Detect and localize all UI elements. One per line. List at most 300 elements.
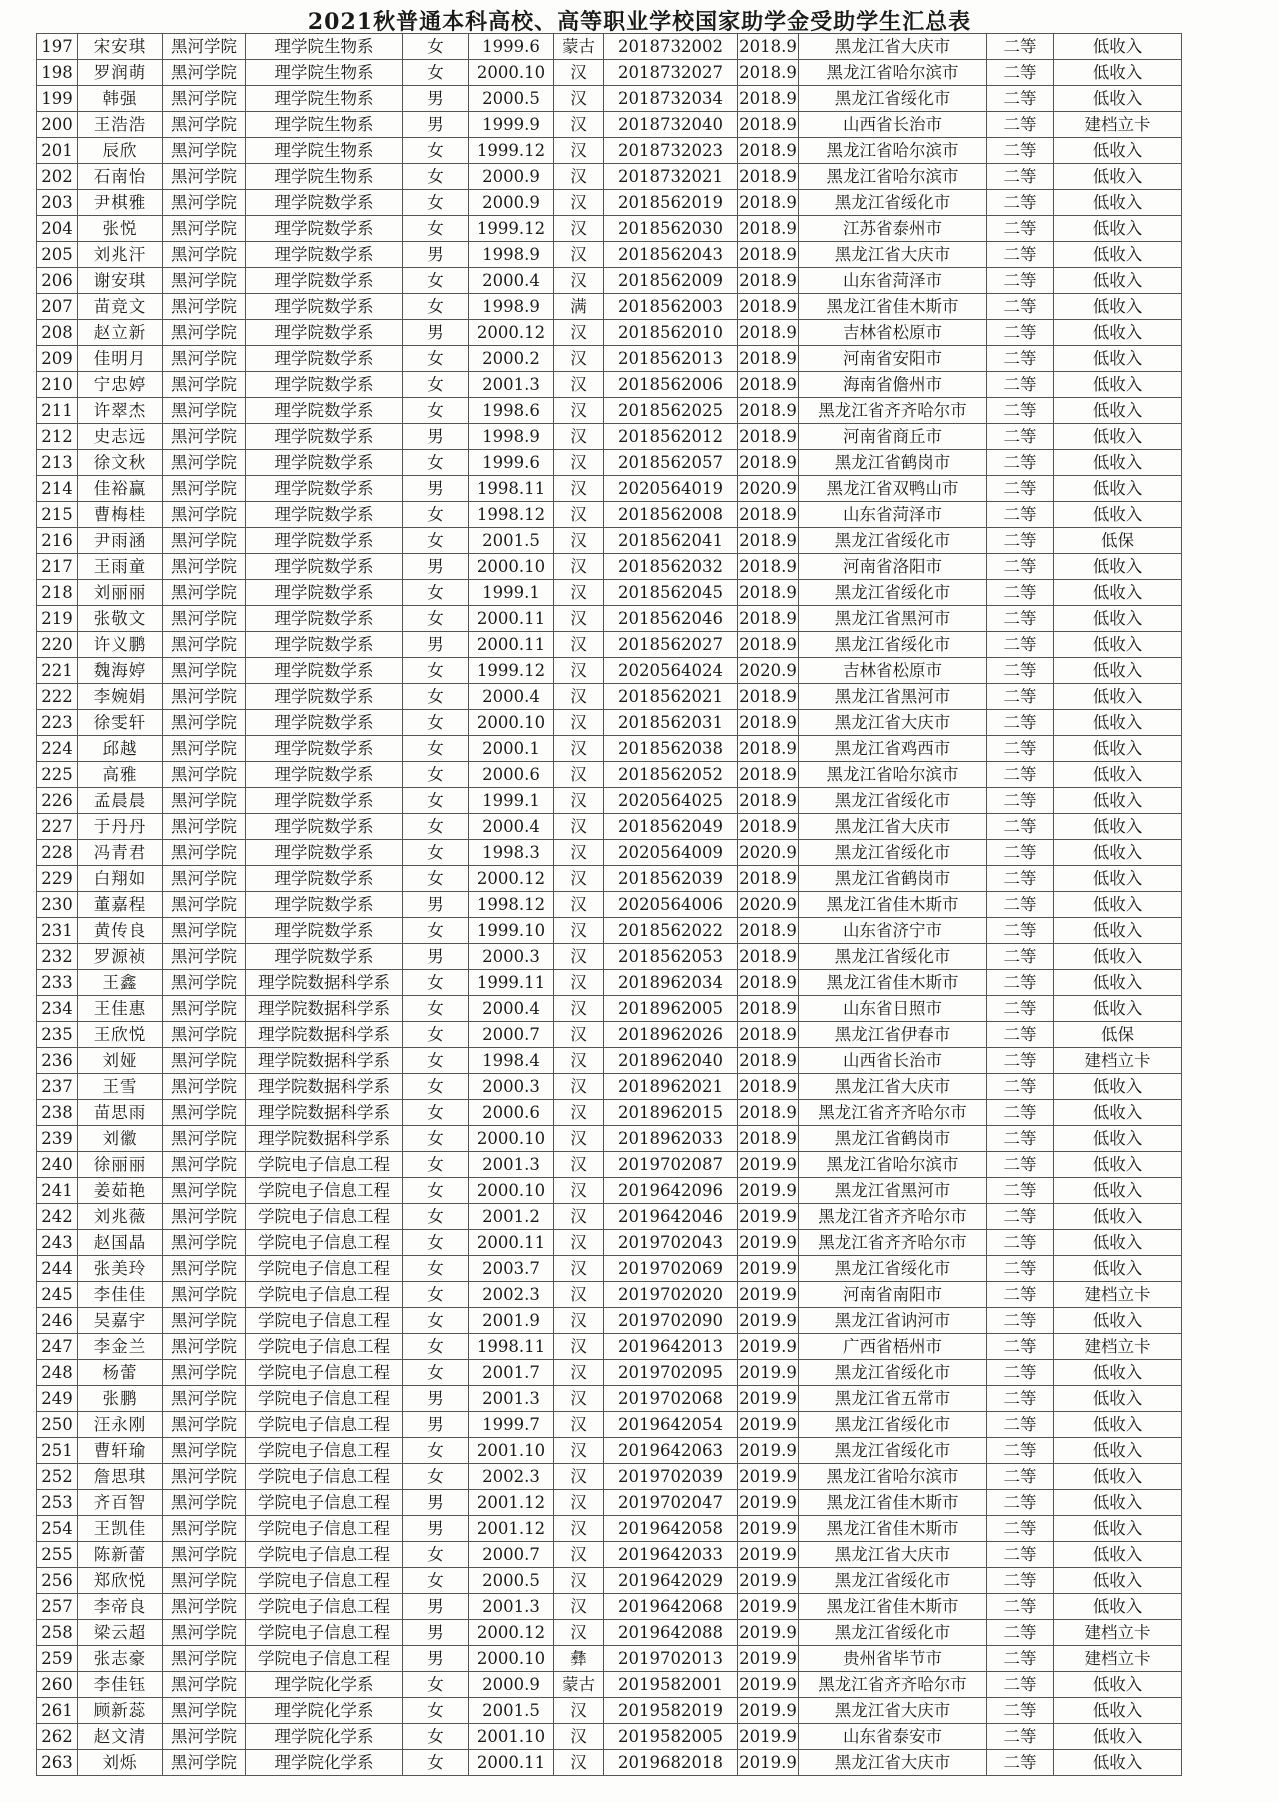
cell-birth: 2001.5 xyxy=(469,528,554,554)
cell-student-id: 2018562031 xyxy=(604,710,738,736)
cell-dept: 理学院数学系 xyxy=(246,710,403,736)
cell-gender: 女 xyxy=(403,606,469,632)
cell-ethnicity: 汉 xyxy=(554,788,604,814)
cell-category: 低收入 xyxy=(1054,346,1182,372)
cell-birth: 2000.11 xyxy=(469,632,554,658)
cell-gender: 女 xyxy=(403,684,469,710)
cell-grade: 二等 xyxy=(987,840,1054,866)
cell-grade: 二等 xyxy=(987,398,1054,424)
cell-category: 低收入 xyxy=(1054,892,1182,918)
cell-student-id: 2018562039 xyxy=(604,866,738,892)
cell-school: 黑河学院 xyxy=(163,840,246,866)
cell-gender: 女 xyxy=(403,1334,469,1360)
cell-no: 253 xyxy=(37,1490,78,1516)
cell-hometown: 黑龙江省双鸭山市 xyxy=(799,476,987,502)
table-row xyxy=(37,60,1182,86)
cell-hometown: 黑龙江省哈尔滨市 xyxy=(799,138,987,164)
cell-category: 低收入 xyxy=(1054,294,1182,320)
cell-gender: 女 xyxy=(403,1724,469,1750)
cell-school: 黑河学院 xyxy=(163,294,246,320)
cell-grade: 二等 xyxy=(987,1646,1054,1672)
cell-birth: 2000.4 xyxy=(469,814,554,840)
table-row xyxy=(37,1074,1182,1100)
cell-hometown: 黑龙江省五常市 xyxy=(799,1386,987,1412)
cell-grade: 二等 xyxy=(987,1490,1054,1516)
cell-grade: 二等 xyxy=(987,1308,1054,1334)
cell-gender: 女 xyxy=(403,658,469,684)
cell-hometown: 山西省长治市 xyxy=(799,112,987,138)
cell-category: 低收入 xyxy=(1054,1594,1182,1620)
table-row xyxy=(37,346,1182,372)
page-title: 2021秋普通本科高校、高等职业学校国家助学金受助学生汇总表 xyxy=(307,9,972,35)
table-row xyxy=(37,658,1182,684)
cell-school: 黑河学院 xyxy=(163,86,246,112)
cell-enroll: 2018.9 xyxy=(738,580,799,606)
cell-no: 224 xyxy=(37,736,78,762)
cell-dept: 学院电子信息工程 xyxy=(246,1152,403,1178)
cell-gender: 女 xyxy=(403,788,469,814)
cell-gender: 男 xyxy=(403,1516,469,1542)
cell-name: 罗源祯 xyxy=(78,944,163,970)
cell-student-id: 2018562045 xyxy=(604,580,738,606)
cell-category: 低收入 xyxy=(1054,34,1182,60)
cell-birth: 1998.11 xyxy=(469,476,554,502)
cell-ethnicity: 汉 xyxy=(554,1074,604,1100)
table-row xyxy=(37,684,1182,710)
cell-ethnicity: 汉 xyxy=(554,1438,604,1464)
cell-category: 低收入 xyxy=(1054,1178,1182,1204)
cell-hometown: 黑龙江省哈尔滨市 xyxy=(799,1464,987,1490)
table-row xyxy=(37,580,1182,606)
cell-student-id: 2018562003 xyxy=(604,294,738,320)
cell-enroll: 2018.9 xyxy=(738,86,799,112)
cell-name: 韩强 xyxy=(78,86,163,112)
cell-birth: 1998.3 xyxy=(469,840,554,866)
cell-category: 低收入 xyxy=(1054,1464,1182,1490)
cell-name: 尹雨涵 xyxy=(78,528,163,554)
cell-hometown: 黑龙江省佳木斯市 xyxy=(799,1516,987,1542)
cell-grade: 二等 xyxy=(987,918,1054,944)
cell-name: 赵国晶 xyxy=(78,1230,163,1256)
cell-birth: 2000.7 xyxy=(469,1542,554,1568)
cell-name: 姜茹艳 xyxy=(78,1178,163,1204)
cell-hometown: 广西省梧州市 xyxy=(799,1334,987,1360)
cell-school: 黑河学院 xyxy=(163,1178,246,1204)
cell-name: 魏海婷 xyxy=(78,658,163,684)
cell-no: 216 xyxy=(37,528,78,554)
cell-hometown: 海南省儋州市 xyxy=(799,372,987,398)
table-row xyxy=(37,1256,1182,1282)
cell-enroll: 2019.9 xyxy=(738,1568,799,1594)
cell-grade: 二等 xyxy=(987,242,1054,268)
cell-name: 李佳佳 xyxy=(78,1282,163,1308)
cell-dept: 理学院数学系 xyxy=(246,424,403,450)
table-row xyxy=(37,1750,1182,1776)
cell-no: 200 xyxy=(37,112,78,138)
cell-category: 低收入 xyxy=(1054,970,1182,996)
cell-student-id: 2018732002 xyxy=(604,34,738,60)
cell-ethnicity: 汉 xyxy=(554,1594,604,1620)
cell-dept: 理学院数学系 xyxy=(246,736,403,762)
cell-name: 于丹丹 xyxy=(78,814,163,840)
cell-gender: 女 xyxy=(403,164,469,190)
cell-no: 262 xyxy=(37,1724,78,1750)
cell-hometown: 黑龙江省大庆市 xyxy=(799,1542,987,1568)
cell-ethnicity: 汉 xyxy=(554,268,604,294)
cell-category: 低收入 xyxy=(1054,762,1182,788)
cell-birth: 2001.9 xyxy=(469,1308,554,1334)
cell-dept: 理学院数学系 xyxy=(246,502,403,528)
cell-birth: 2000.1 xyxy=(469,736,554,762)
cell-enroll: 2018.9 xyxy=(738,970,799,996)
cell-gender: 女 xyxy=(403,814,469,840)
cell-name: 王雨童 xyxy=(78,554,163,580)
table-row xyxy=(37,996,1182,1022)
cell-enroll: 2020.9 xyxy=(738,840,799,866)
cell-birth: 1999.1 xyxy=(469,580,554,606)
cell-category: 低收入 xyxy=(1054,86,1182,112)
cell-dept: 理学院数据科学系 xyxy=(246,1022,403,1048)
table-row xyxy=(37,814,1182,840)
cell-school: 黑河学院 xyxy=(163,736,246,762)
cell-school: 黑河学院 xyxy=(163,1152,246,1178)
cell-dept: 理学院数学系 xyxy=(246,684,403,710)
cell-school: 黑河学院 xyxy=(163,710,246,736)
table-row xyxy=(37,762,1182,788)
cell-ethnicity: 汉 xyxy=(554,242,604,268)
cell-enroll: 2018.9 xyxy=(738,1022,799,1048)
cell-no: 220 xyxy=(37,632,78,658)
cell-enroll: 2019.9 xyxy=(738,1308,799,1334)
table-row xyxy=(37,1386,1182,1412)
cell-dept: 理学院数学系 xyxy=(246,554,403,580)
cell-dept: 学院电子信息工程 xyxy=(246,1308,403,1334)
cell-student-id: 2018732023 xyxy=(604,138,738,164)
cell-ethnicity: 汉 xyxy=(554,528,604,554)
cell-enroll: 2018.9 xyxy=(738,632,799,658)
cell-student-id: 2018732027 xyxy=(604,60,738,86)
cell-no: 231 xyxy=(37,918,78,944)
cell-birth: 2000.3 xyxy=(469,1074,554,1100)
cell-category: 低收入 xyxy=(1054,1386,1182,1412)
cell-ethnicity: 汉 xyxy=(554,1230,604,1256)
cell-grade: 二等 xyxy=(987,580,1054,606)
cell-grade: 二等 xyxy=(987,970,1054,996)
cell-hometown: 黑龙江省佳木斯市 xyxy=(799,1594,987,1620)
cell-student-id: 2019702043 xyxy=(604,1230,738,1256)
cell-gender: 男 xyxy=(403,632,469,658)
cell-category: 建档立卡 xyxy=(1054,1620,1182,1646)
cell-birth: 2000.4 xyxy=(469,684,554,710)
cell-student-id: 2019642046 xyxy=(604,1204,738,1230)
cell-dept: 理学院数学系 xyxy=(246,840,403,866)
cell-category: 低收入 xyxy=(1054,1516,1182,1542)
cell-gender: 男 xyxy=(403,112,469,138)
cell-grade: 二等 xyxy=(987,1516,1054,1542)
cell-birth: 2000.12 xyxy=(469,1620,554,1646)
table-body xyxy=(37,34,1182,1776)
cell-birth: 2000.9 xyxy=(469,1672,554,1698)
cell-school: 黑河学院 xyxy=(163,346,246,372)
cell-school: 黑河学院 xyxy=(163,112,246,138)
cell-birth: 2000.9 xyxy=(469,164,554,190)
cell-grade: 二等 xyxy=(987,658,1054,684)
cell-dept: 学院电子信息工程 xyxy=(246,1178,403,1204)
cell-dept: 理学院数学系 xyxy=(246,294,403,320)
cell-birth: 1999.7 xyxy=(469,1412,554,1438)
cell-category: 低收入 xyxy=(1054,1152,1182,1178)
cell-no: 226 xyxy=(37,788,78,814)
cell-no: 247 xyxy=(37,1334,78,1360)
cell-gender: 男 xyxy=(403,1386,469,1412)
table-row xyxy=(37,112,1182,138)
cell-enroll: 2018.9 xyxy=(738,138,799,164)
cell-birth: 2001.3 xyxy=(469,1594,554,1620)
cell-name: 曹轩瑜 xyxy=(78,1438,163,1464)
cell-category: 低收入 xyxy=(1054,1490,1182,1516)
cell-student-id: 2018962034 xyxy=(604,970,738,996)
cell-gender: 女 xyxy=(403,866,469,892)
cell-birth: 1998.12 xyxy=(469,892,554,918)
cell-ethnicity: 汉 xyxy=(554,710,604,736)
cell-grade: 二等 xyxy=(987,1620,1054,1646)
cell-hometown: 黑龙江省齐齐哈尔市 xyxy=(799,1204,987,1230)
cell-grade: 二等 xyxy=(987,996,1054,1022)
table-row xyxy=(37,1646,1182,1672)
cell-grade: 二等 xyxy=(987,684,1054,710)
cell-gender: 女 xyxy=(403,1750,469,1776)
cell-name: 王佳惠 xyxy=(78,996,163,1022)
cell-name: 李金兰 xyxy=(78,1334,163,1360)
cell-birth: 1999.12 xyxy=(469,658,554,684)
cell-student-id: 2019582001 xyxy=(604,1672,738,1698)
cell-enroll: 2018.9 xyxy=(738,164,799,190)
cell-school: 黑河学院 xyxy=(163,1438,246,1464)
cell-name: 许义鹏 xyxy=(78,632,163,658)
cell-student-id: 2019642029 xyxy=(604,1568,738,1594)
cell-name: 赵文清 xyxy=(78,1724,163,1750)
cell-name: 徐文秋 xyxy=(78,450,163,476)
cell-school: 黑河学院 xyxy=(163,918,246,944)
cell-grade: 二等 xyxy=(987,1204,1054,1230)
cell-dept: 学院电子信息工程 xyxy=(246,1542,403,1568)
cell-hometown: 黑龙江省大庆市 xyxy=(799,34,987,60)
cell-student-id: 2018562012 xyxy=(604,424,738,450)
cell-student-id: 2019642088 xyxy=(604,1620,738,1646)
cell-gender: 女 xyxy=(403,1698,469,1724)
cell-name: 张美玲 xyxy=(78,1256,163,1282)
cell-enroll: 2018.9 xyxy=(738,320,799,346)
cell-enroll: 2018.9 xyxy=(738,242,799,268)
cell-school: 黑河学院 xyxy=(163,1568,246,1594)
cell-name: 李帝良 xyxy=(78,1594,163,1620)
cell-gender: 男 xyxy=(403,892,469,918)
cell-dept: 理学院化学系 xyxy=(246,1698,403,1724)
cell-dept: 学院电子信息工程 xyxy=(246,1516,403,1542)
cell-student-id: 2018562009 xyxy=(604,268,738,294)
cell-school: 黑河学院 xyxy=(163,996,246,1022)
cell-category: 低收入 xyxy=(1054,606,1182,632)
cell-enroll: 2018.9 xyxy=(738,268,799,294)
cell-dept: 理学院数学系 xyxy=(246,372,403,398)
cell-student-id: 2018562021 xyxy=(604,684,738,710)
cell-ethnicity: 汉 xyxy=(554,970,604,996)
cell-birth: 2000.6 xyxy=(469,1100,554,1126)
cell-category: 低收入 xyxy=(1054,710,1182,736)
cell-grade: 二等 xyxy=(987,710,1054,736)
cell-student-id: 2018962026 xyxy=(604,1022,738,1048)
cell-no: 218 xyxy=(37,580,78,606)
cell-student-id: 2019702020 xyxy=(604,1282,738,1308)
recipient-table xyxy=(36,33,1182,1776)
cell-enroll: 2018.9 xyxy=(738,450,799,476)
cell-enroll: 2019.9 xyxy=(738,1230,799,1256)
cell-school: 黑河学院 xyxy=(163,1048,246,1074)
cell-gender: 女 xyxy=(403,1230,469,1256)
cell-dept: 理学院数学系 xyxy=(246,580,403,606)
cell-gender: 女 xyxy=(403,138,469,164)
cell-category: 低收入 xyxy=(1054,1230,1182,1256)
cell-name: 王凯佳 xyxy=(78,1516,163,1542)
cell-hometown: 黑龙江省大庆市 xyxy=(799,242,987,268)
cell-category: 建档立卡 xyxy=(1054,1048,1182,1074)
cell-hometown: 黑龙江省大庆市 xyxy=(799,1074,987,1100)
cell-school: 黑河学院 xyxy=(163,1360,246,1386)
cell-gender: 女 xyxy=(403,1360,469,1386)
cell-birth: 2000.10 xyxy=(469,1646,554,1672)
cell-enroll: 2018.9 xyxy=(738,736,799,762)
cell-name: 宋安琪 xyxy=(78,34,163,60)
cell-ethnicity: 汉 xyxy=(554,1516,604,1542)
cell-grade: 二等 xyxy=(987,320,1054,346)
cell-student-id: 2019702090 xyxy=(604,1308,738,1334)
cell-ethnicity: 汉 xyxy=(554,1360,604,1386)
cell-birth: 1998.9 xyxy=(469,242,554,268)
cell-enroll: 2019.9 xyxy=(738,1672,799,1698)
cell-hometown: 江苏省泰州市 xyxy=(799,216,987,242)
cell-school: 黑河学院 xyxy=(163,268,246,294)
cell-hometown: 黑龙江省哈尔滨市 xyxy=(799,164,987,190)
cell-grade: 二等 xyxy=(987,1048,1054,1074)
cell-enroll: 2019.9 xyxy=(738,1516,799,1542)
cell-school: 黑河学院 xyxy=(163,528,246,554)
cell-student-id: 2020564009 xyxy=(604,840,738,866)
cell-student-id: 2019642054 xyxy=(604,1412,738,1438)
cell-birth: 2000.10 xyxy=(469,710,554,736)
cell-hometown: 黑龙江省佳木斯市 xyxy=(799,970,987,996)
cell-ethnicity: 汉 xyxy=(554,1698,604,1724)
cell-grade: 二等 xyxy=(987,762,1054,788)
cell-gender: 女 xyxy=(403,1438,469,1464)
cell-student-id: 2018562013 xyxy=(604,346,738,372)
cell-enroll: 2018.9 xyxy=(738,1100,799,1126)
cell-hometown: 黑龙江省佳木斯市 xyxy=(799,892,987,918)
cell-gender: 男 xyxy=(403,476,469,502)
cell-category: 低收入 xyxy=(1054,1438,1182,1464)
cell-birth: 1998.12 xyxy=(469,502,554,528)
cell-no: 233 xyxy=(37,970,78,996)
cell-ethnicity: 汉 xyxy=(554,372,604,398)
cell-category: 低收入 xyxy=(1054,320,1182,346)
cell-hometown: 黑龙江省绥化市 xyxy=(799,1620,987,1646)
cell-student-id: 2019702039 xyxy=(604,1464,738,1490)
table-row xyxy=(37,736,1182,762)
cell-name: 王鑫 xyxy=(78,970,163,996)
cell-no: 254 xyxy=(37,1516,78,1542)
cell-no: 235 xyxy=(37,1022,78,1048)
table-row xyxy=(37,1334,1182,1360)
cell-no: 263 xyxy=(37,1750,78,1776)
table-row xyxy=(37,502,1182,528)
cell-dept: 学院电子信息工程 xyxy=(246,1620,403,1646)
cell-dept: 理学院数学系 xyxy=(246,268,403,294)
cell-name: 谢安琪 xyxy=(78,268,163,294)
table-row xyxy=(37,918,1182,944)
cell-no: 236 xyxy=(37,1048,78,1074)
cell-dept: 理学院数学系 xyxy=(246,216,403,242)
cell-dept: 理学院化学系 xyxy=(246,1750,403,1776)
cell-ethnicity: 蒙古 xyxy=(554,34,604,60)
cell-birth: 2000.10 xyxy=(469,60,554,86)
cell-hometown: 黑龙江省绥化市 xyxy=(799,1360,987,1386)
cell-ethnicity: 汉 xyxy=(554,944,604,970)
cell-grade: 二等 xyxy=(987,1074,1054,1100)
cell-dept: 理学院数学系 xyxy=(246,918,403,944)
cell-no: 256 xyxy=(37,1568,78,1594)
cell-category: 低收入 xyxy=(1054,502,1182,528)
cell-enroll: 2018.9 xyxy=(738,372,799,398)
cell-dept: 学院电子信息工程 xyxy=(246,1360,403,1386)
cell-name: 王浩浩 xyxy=(78,112,163,138)
cell-ethnicity: 汉 xyxy=(554,346,604,372)
table-row xyxy=(37,320,1182,346)
cell-name: 张鹏 xyxy=(78,1386,163,1412)
cell-birth: 2001.12 xyxy=(469,1516,554,1542)
cell-name: 黄传良 xyxy=(78,918,163,944)
cell-name: 苗思雨 xyxy=(78,1100,163,1126)
cell-ethnicity: 汉 xyxy=(554,1204,604,1230)
cell-no: 255 xyxy=(37,1542,78,1568)
cell-dept: 学院电子信息工程 xyxy=(246,1490,403,1516)
cell-enroll: 2018.9 xyxy=(738,424,799,450)
cell-enroll: 2019.9 xyxy=(738,1386,799,1412)
cell-name: 史志远 xyxy=(78,424,163,450)
cell-no: 217 xyxy=(37,554,78,580)
cell-birth: 2001.10 xyxy=(469,1438,554,1464)
cell-ethnicity: 汉 xyxy=(554,164,604,190)
cell-grade: 二等 xyxy=(987,1386,1054,1412)
cell-student-id: 2018562043 xyxy=(604,242,738,268)
cell-enroll: 2018.9 xyxy=(738,398,799,424)
cell-school: 黑河学院 xyxy=(163,1594,246,1620)
table-row xyxy=(37,424,1182,450)
cell-no: 228 xyxy=(37,840,78,866)
cell-enroll: 2018.9 xyxy=(738,918,799,944)
table-row xyxy=(37,1464,1182,1490)
cell-enroll: 2018.9 xyxy=(738,762,799,788)
cell-gender: 女 xyxy=(403,1464,469,1490)
cell-no: 246 xyxy=(37,1308,78,1334)
table-row xyxy=(37,892,1182,918)
cell-category: 低收入 xyxy=(1054,1412,1182,1438)
cell-no: 237 xyxy=(37,1074,78,1100)
cell-no: 209 xyxy=(37,346,78,372)
cell-student-id: 2018732034 xyxy=(604,86,738,112)
cell-enroll: 2018.9 xyxy=(738,294,799,320)
cell-no: 239 xyxy=(37,1126,78,1152)
table-row xyxy=(37,944,1182,970)
cell-dept: 理学院数学系 xyxy=(246,762,403,788)
